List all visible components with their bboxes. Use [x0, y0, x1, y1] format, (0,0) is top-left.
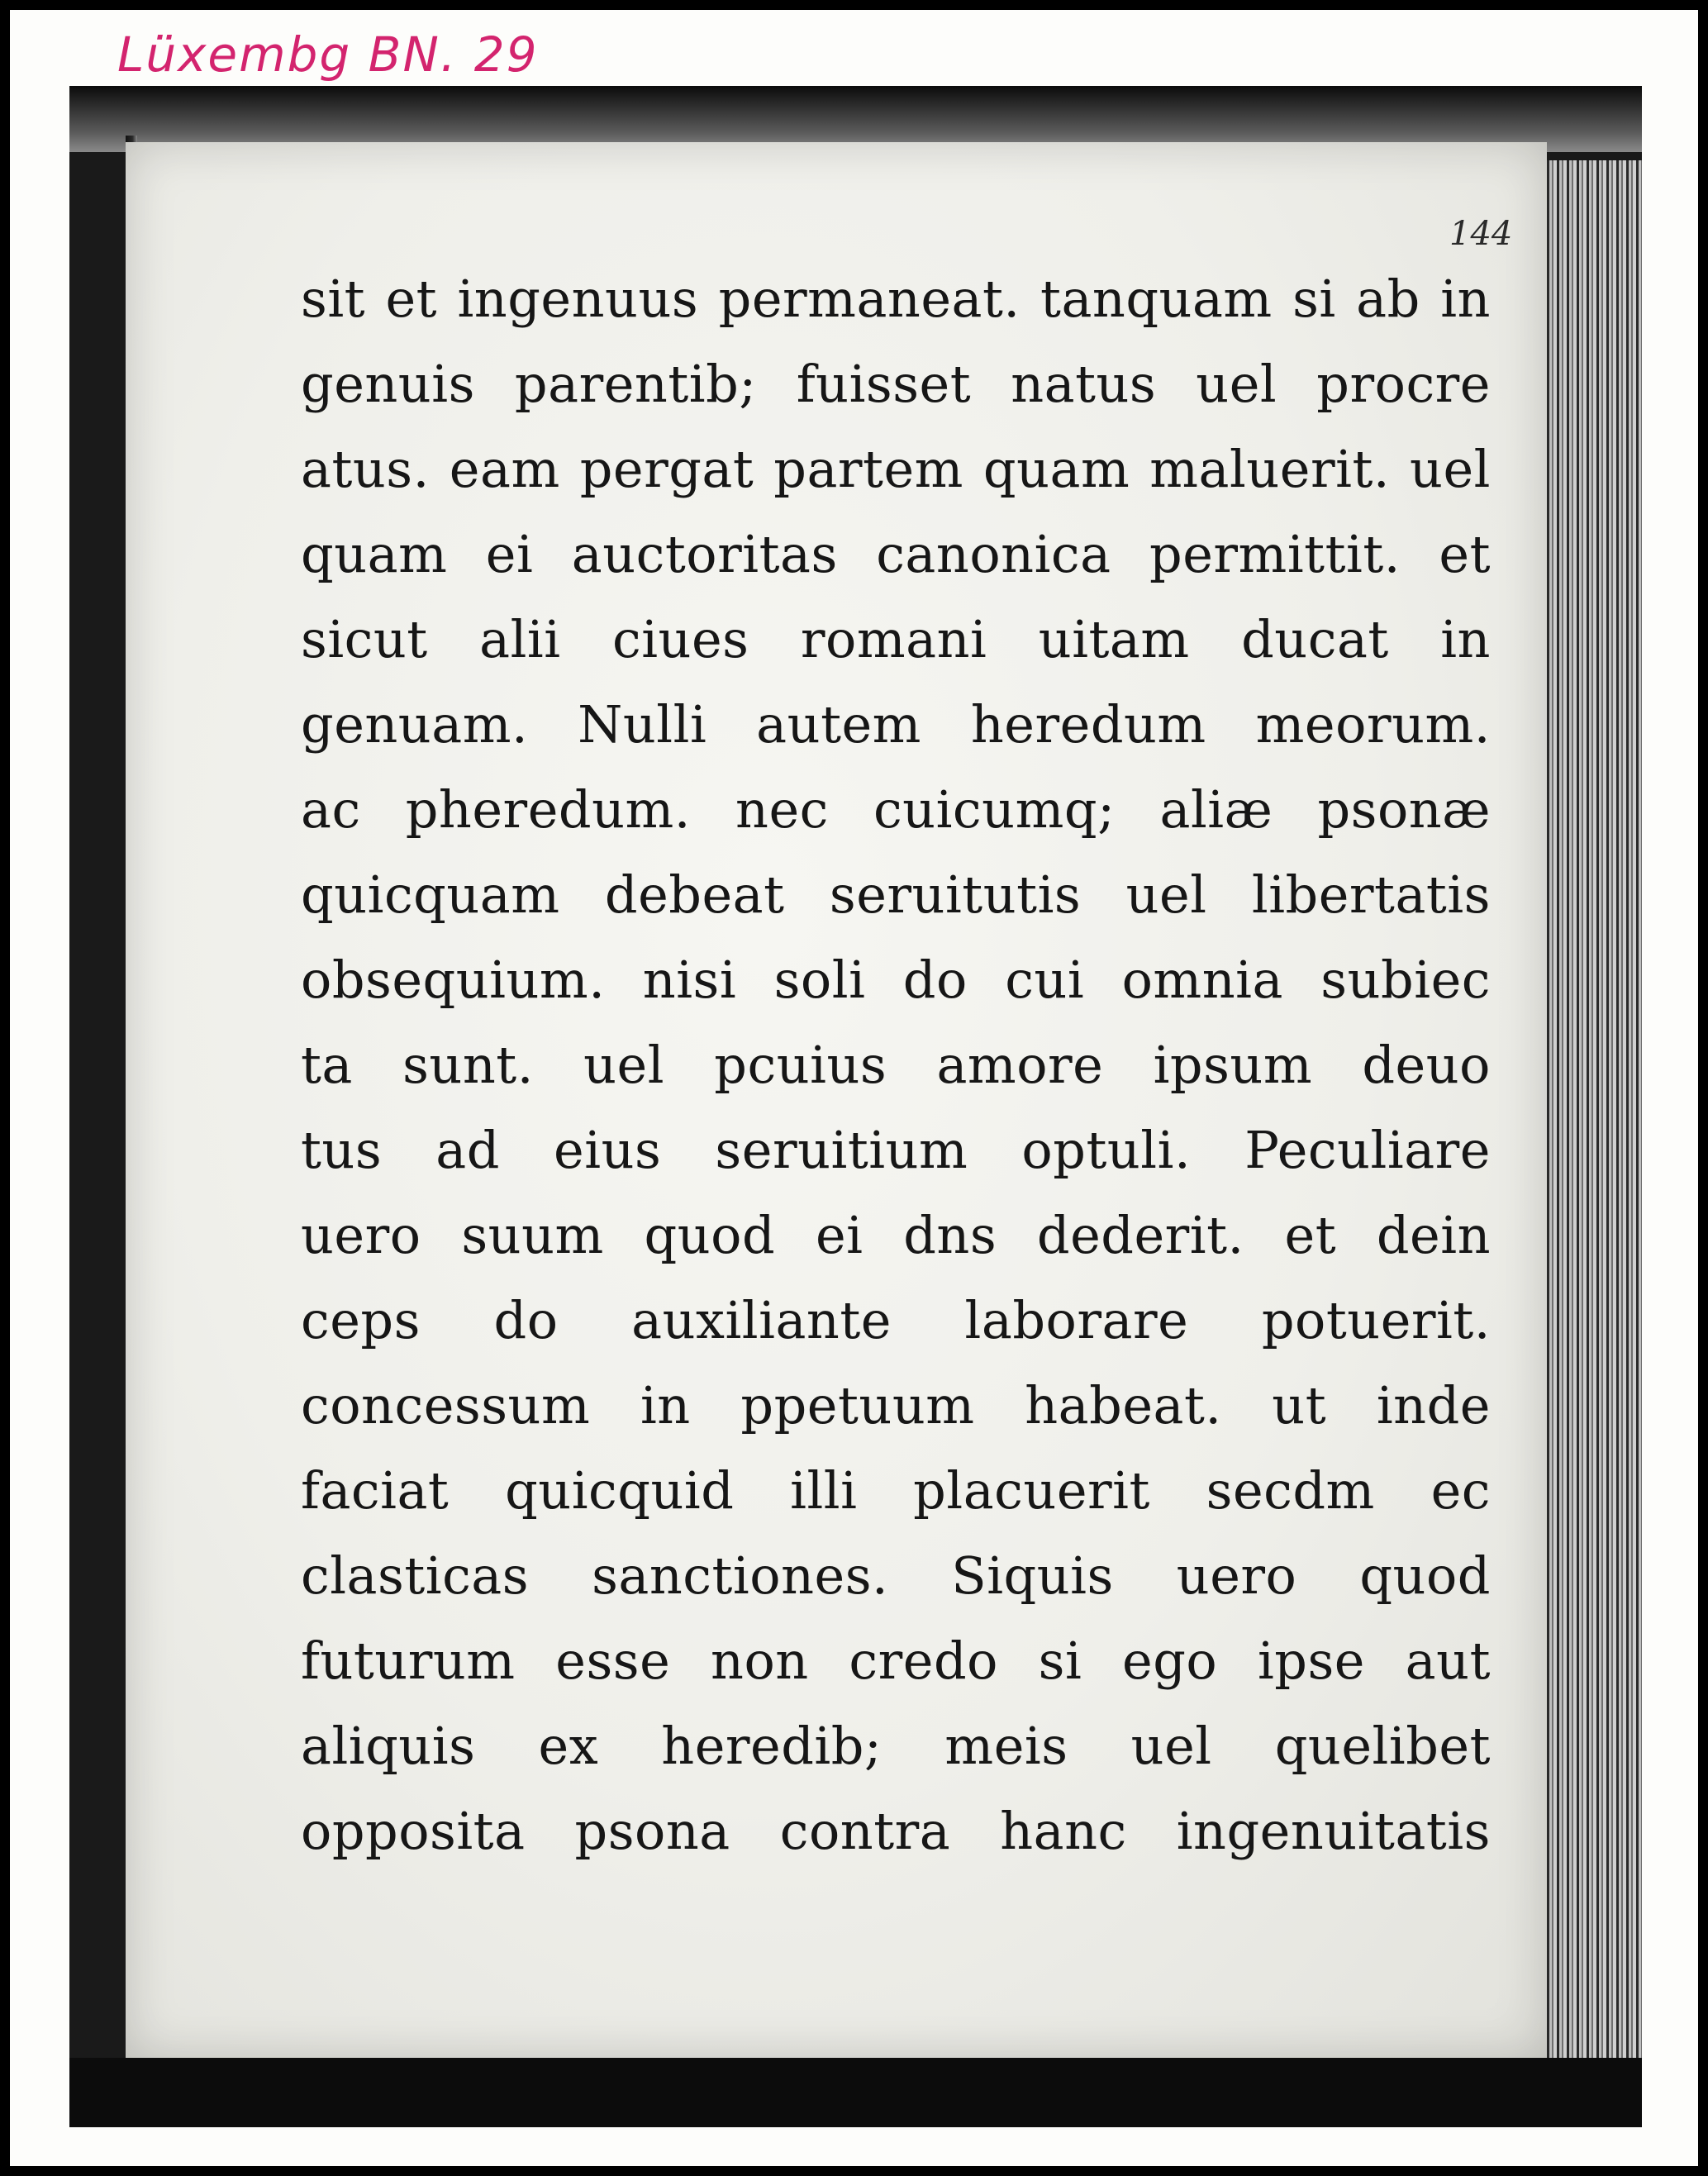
manuscript-photo	[69, 86, 1642, 2127]
text-line: clasticas sanctiones. Siquis uero quod	[301, 1545, 1491, 1606]
text-line: futurum esse non credo si ego ipse aut	[301, 1631, 1491, 1691]
text-line: ceps do auxiliante laborare potuerit.	[301, 1290, 1491, 1350]
photo-mount	[10, 10, 1698, 2166]
text-line: genuam. Nulli autem heredum meorum.	[301, 694, 1491, 755]
archive-label: Lüxembg BN. 29	[117, 26, 539, 83]
text-line: ac pheredum. nec cuicumq; aliæ psonæ	[301, 779, 1491, 840]
text-line: opposita psona contra hanc ingenuitatis	[301, 1801, 1491, 1861]
page-stack-edges	[1547, 160, 1642, 2061]
text-line: concessum in ppetuum habeat. ut inde	[301, 1375, 1491, 1436]
text-line: atus. eam pergat partem quam maluerit. uel	[301, 439, 1491, 499]
text-line: sicut alii ciues romani uitam ducat in	[301, 609, 1491, 669]
text-line: ta sunt. uel pcuius amore ipsum deuo	[301, 1035, 1491, 1095]
text-line: uero suum quod ei dns dederit. et dein	[301, 1205, 1491, 1265]
text-line: faciat quicquid illi placuerit secdm ec	[301, 1460, 1491, 1521]
text-line: genuis parentib; fuisset natus uel procre	[301, 354, 1491, 414]
manuscript-text	[301, 256, 1491, 1874]
text-line: aliquis ex heredib; meis uel quelibet	[301, 1716, 1491, 1776]
text-line: sit et ingenuus permaneat. tanquam si ab in	[301, 269, 1491, 329]
bottom-shadow	[69, 2058, 1642, 2127]
text-line: quam ei auctoritas canonica permittit. et	[301, 524, 1491, 584]
text-line: tus ad eius seruitium optuli. Peculiare	[301, 1120, 1491, 1180]
text-line: quicquam debeat seruitutis uel libertatis	[301, 864, 1491, 925]
text-line: obsequium. nisi soli do cui omnia subiec	[301, 950, 1491, 1010]
folio-number: 144	[1449, 215, 1513, 253]
